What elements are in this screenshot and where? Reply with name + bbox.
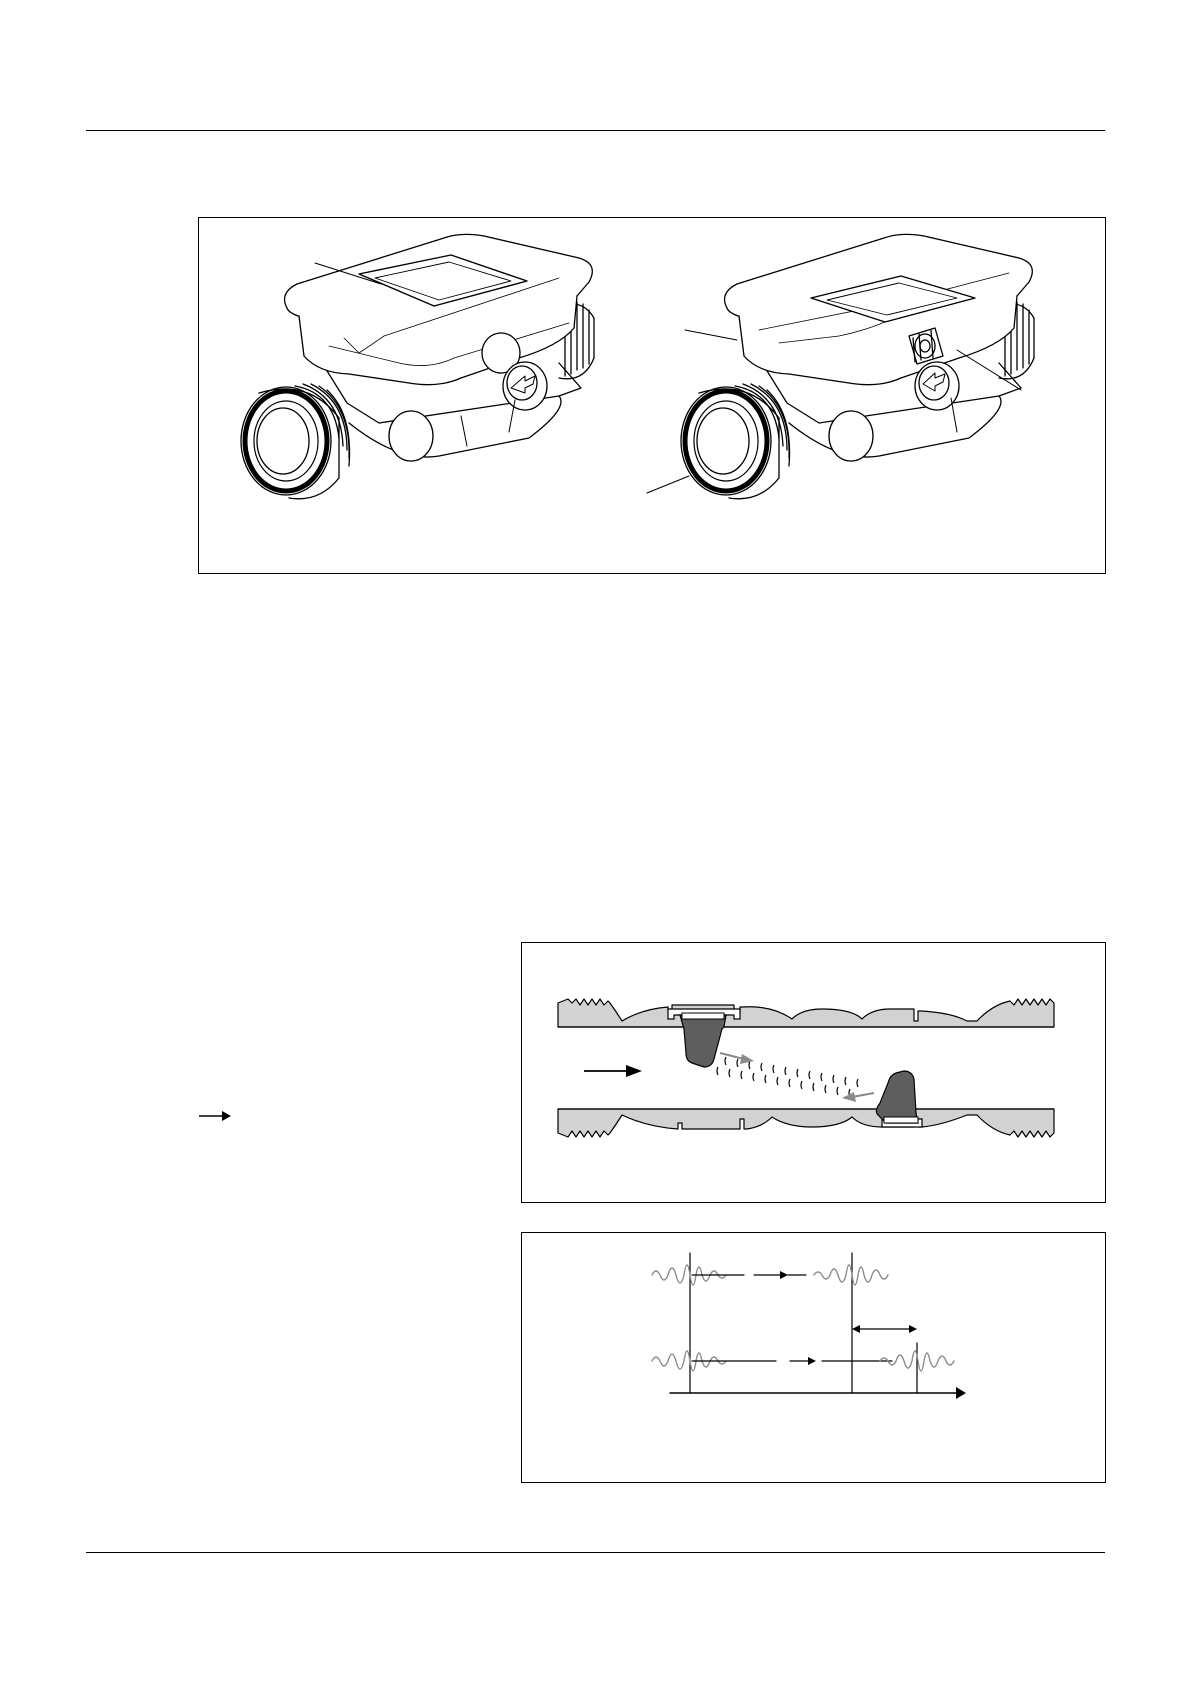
pipe-wall-bottom	[558, 1109, 1054, 1137]
arrow-right-icon	[626, 1065, 642, 1077]
arrow-right-icon	[198, 1109, 234, 1123]
ultrasound-wavefronts	[717, 1057, 858, 1097]
meter-left	[241, 234, 594, 498]
header-rule	[86, 130, 1105, 131]
pipe-wall-top	[558, 999, 1054, 1027]
waveform-received-upper	[814, 1265, 888, 1285]
thread-right	[681, 384, 790, 499]
thread-left	[241, 384, 350, 499]
pipe-section-drawing	[522, 943, 1105, 1202]
signal-timing-figure	[521, 1232, 1106, 1483]
meter-right	[647, 234, 1034, 498]
footer-rule	[86, 1552, 1105, 1553]
device-views-figure	[198, 217, 1106, 574]
arrow-right-icon	[956, 1387, 966, 1399]
pipe-section-figure	[521, 942, 1106, 1203]
transducer-downstream	[876, 1071, 922, 1127]
device-views-drawing	[199, 218, 1105, 573]
signal-timing-drawing	[522, 1233, 1105, 1482]
